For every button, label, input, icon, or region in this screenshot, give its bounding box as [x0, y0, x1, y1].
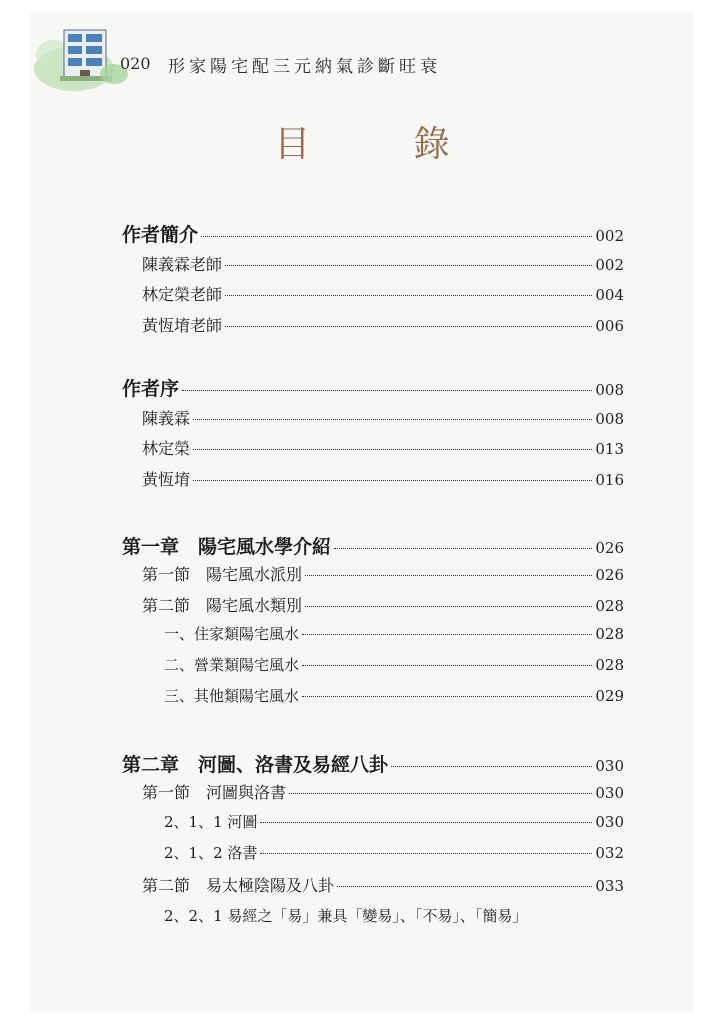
dot-leader	[337, 886, 592, 887]
toc-entry[interactable]	[142, 467, 624, 495]
toc-entry-label: 陳義霖老師	[142, 255, 223, 274]
toc-entry-label: 2、1、1 河圖	[164, 813, 258, 831]
toc-entry-page: 026	[595, 566, 624, 584]
toc-entry-label: 作者簡介	[122, 224, 199, 246]
dot-leader	[225, 265, 592, 266]
toc-entry[interactable]	[164, 811, 624, 839]
toc-entry-label: 林定榮老師	[142, 285, 223, 304]
toc-entry[interactable]	[122, 532, 624, 560]
toc-entry[interactable]	[164, 685, 624, 713]
toc-entry[interactable]	[142, 313, 624, 341]
dot-leader	[182, 390, 592, 391]
toc-entry-page: 016	[595, 471, 624, 489]
dot-leader	[201, 236, 592, 237]
toc-entry-page: 004	[595, 286, 624, 304]
toc-entry-page: 008	[595, 381, 624, 399]
dot-leader	[302, 665, 592, 666]
dot-leader	[225, 326, 592, 327]
toc-entry-label: 第一節 河圖與洛書	[142, 783, 287, 802]
toc-title: 目 錄	[274, 124, 496, 165]
toc-entry-continued[interactable]: 2、2、1 易經之「易」兼具「變易」、「不易」、「簡易」	[164, 907, 528, 925]
toc-entry-page: 026	[595, 539, 624, 557]
toc-entry-page: 033	[595, 877, 624, 895]
toc-entry-label: 黃恆堉老師	[142, 316, 223, 335]
toc-entry-page: 028	[595, 625, 624, 643]
toc-entry-page: 028	[595, 656, 624, 674]
dot-leader	[289, 793, 592, 794]
toc-entry[interactable]	[164, 623, 624, 651]
toc-entry-label: 一、住家類陽宅風水	[164, 625, 300, 643]
dot-leader	[193, 419, 592, 420]
toc-entry-label: 2、1、2 洛書	[164, 844, 258, 862]
book-title: 形家陽宅配三元納氣診斷旺衰	[168, 57, 441, 77]
toc-entry-label: 作者序	[122, 378, 180, 400]
toc-entry[interactable]	[142, 562, 624, 590]
toc-entry[interactable]	[142, 252, 624, 280]
toc-entry-page: 030	[595, 757, 624, 775]
toc-entry-label: 第二節 易太極陰陽及八卦	[142, 876, 335, 895]
toc-entry[interactable]	[142, 406, 624, 434]
toc-entry-page: 002	[595, 256, 624, 274]
dot-leader	[391, 766, 592, 767]
toc-entry-label: 林定榮	[142, 439, 191, 458]
toc-entry[interactable]	[142, 282, 624, 310]
toc-entry-page: 032	[595, 844, 624, 862]
toc-entry[interactable]	[142, 436, 624, 464]
toc-entry[interactable]	[164, 654, 624, 682]
toc-entry[interactable]	[142, 873, 624, 901]
toc-entry-page: 030	[595, 813, 624, 831]
page-number: 020	[120, 54, 151, 73]
toc-entry-page: 029	[595, 687, 624, 705]
toc-entry-page: 028	[595, 597, 624, 615]
toc-entry[interactable]	[142, 780, 624, 808]
toc-entry-label: 第一章 陽宅風水學介紹	[122, 536, 332, 558]
toc-entry-label: 三、其他類陽宅風水	[164, 687, 300, 705]
toc-entry-label: 第一節 陽宅風水派別	[142, 565, 303, 584]
toc-entry[interactable]	[142, 593, 624, 621]
dot-leader	[260, 853, 592, 854]
toc-entry-label: 黃恆堉	[142, 470, 191, 489]
toc-entry-page: 030	[595, 784, 624, 802]
building-watercolor-icon	[34, 14, 134, 92]
toc-entry[interactable]	[164, 842, 624, 870]
toc-entry-label: 陳義霖	[142, 409, 191, 428]
toc-entry-page: 002	[595, 227, 624, 245]
toc-entry-label: 二、營業類陽宅風水	[164, 656, 300, 674]
dot-leader	[260, 822, 592, 823]
dot-leader	[302, 634, 592, 635]
dot-leader	[193, 480, 592, 481]
toc-entry[interactable]	[122, 374, 624, 402]
toc-entry-page: 013	[595, 440, 624, 458]
dot-leader	[302, 696, 592, 697]
toc-entry[interactable]	[122, 220, 624, 248]
toc-entry[interactable]	[122, 750, 624, 778]
dot-leader	[334, 548, 592, 549]
toc-entry-page: 008	[595, 410, 624, 428]
toc-entry-label: 第二節 陽宅風水類別	[142, 596, 303, 615]
dot-leader	[305, 606, 592, 607]
dot-leader	[225, 295, 592, 296]
dot-leader	[193, 449, 592, 450]
toc-entry-page: 006	[595, 317, 624, 335]
toc-entry-label: 第二章 河圖、洛書及易經八卦	[122, 754, 389, 776]
dot-leader	[305, 575, 592, 576]
